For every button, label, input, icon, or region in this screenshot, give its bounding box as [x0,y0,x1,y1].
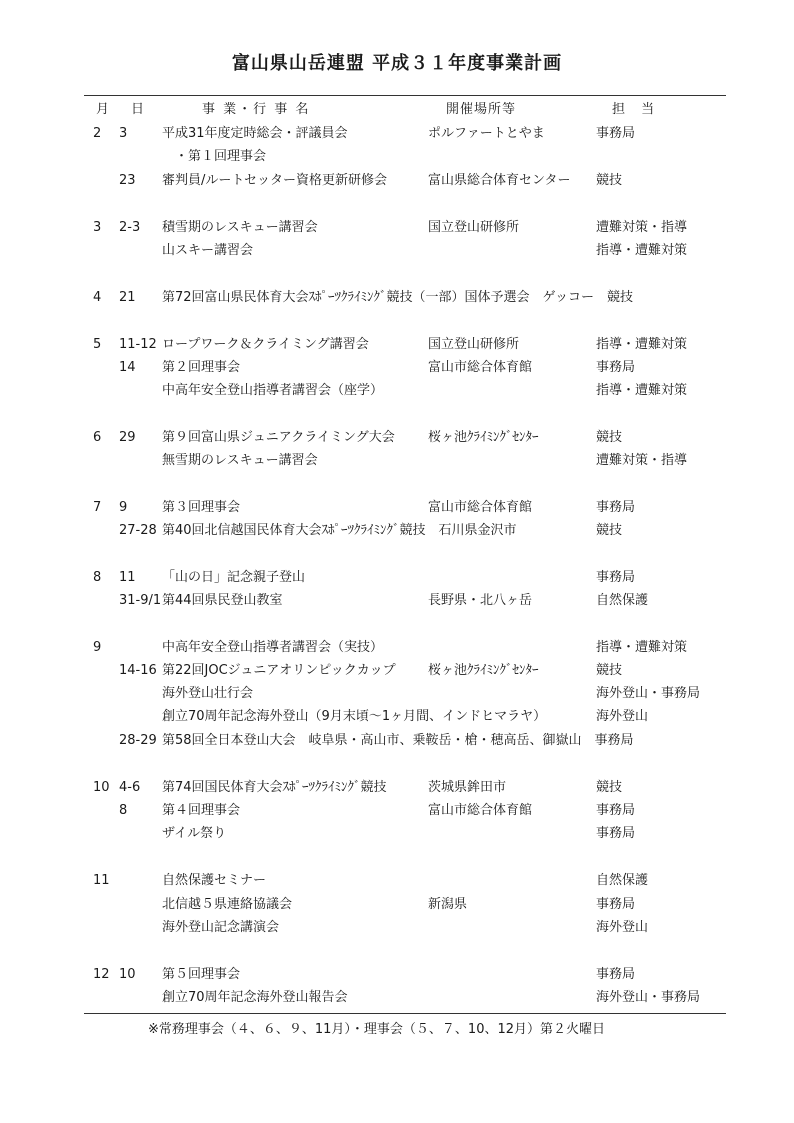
row-place: 桜ヶ池ｸﾗｲﾐﾝｸﾞｾﾝﾀｰ [428,430,539,445]
row-place: 国立登山研修所 [428,220,520,235]
row-charge: 事務局 [596,360,636,375]
table-row [0,335,794,357]
table-row [0,871,794,893]
row-place: 富山市総合体育館 [428,803,533,818]
row-day: 3 [119,126,128,141]
row-day: 29 [119,430,136,445]
row-charge: 事務局 [596,126,636,141]
row-charge: 自然保護 [596,593,649,608]
header-charge: 担 当 [612,102,661,117]
row-place: 長野県・北八ヶ岳 [428,593,533,608]
table-row [0,568,794,590]
row-event: 第74回国民体育大会ｽﾎﾟｰﾂｸﾗｲﾐﾝｸﾞ競技 [162,780,387,795]
row-charge: 海外登山・事務局 [596,990,701,1005]
row-charge: 事務局 [596,967,636,982]
row-charge: 海外登山 [596,920,649,935]
row-event: 「山の日」記念親子登山 [162,570,306,585]
row-charge: 指導・遭難対策 [596,640,688,655]
table-row [0,918,794,940]
header-event: 事 業・行 事 名 [202,102,311,117]
row-event: 山スキー講習会 [162,243,254,258]
row-event: 積雪期のレスキュー講習会 [162,220,318,235]
row-event: ザイル祭り [162,826,227,841]
table-row [0,661,794,683]
table-row [0,895,794,917]
table-row [0,778,794,800]
row-month: 9 [93,640,102,655]
row-charge: 事務局 [596,570,636,585]
table-row [0,241,794,263]
row-event: 第４回理事会 [162,803,241,818]
table-row [0,124,794,146]
row-month: 5 [93,337,102,352]
table-row [0,288,794,310]
table-row [0,381,794,403]
table-row [0,591,794,613]
row-event: 第72回富山県民体育大会ｽﾎﾟｰﾂｸﾗｲﾐﾝｸﾞ競技（一部）国体予選会 ゲッコー 競技 [162,290,634,305]
table-row [0,965,794,987]
table-row [0,988,794,1010]
row-charge: 遭難対策・指導 [596,220,688,235]
row-event: 海外登山記念講演会 [162,920,280,935]
row-place: 茨城県鉾田市 [428,780,507,795]
row-charge: 競技 [596,173,623,188]
row-event: 中高年安全登山指導者講習会（実技） [162,640,384,655]
row-event: ・第１回理事会 [162,149,267,164]
row-event: 第22回JOCジュニアオリンピックカップ [162,663,396,678]
row-day: 4-6 [119,780,141,795]
header-divider [84,95,726,96]
row-day: 27-28 [119,523,157,538]
table-row [0,824,794,846]
row-charge: 競技 [596,780,623,795]
row-day: 2-3 [119,220,141,235]
row-day: 11-12 [119,337,157,352]
header-place: 開催場所等 [446,102,517,117]
row-month: 4 [93,290,102,305]
row-charge: 指導・遭難対策 [596,383,688,398]
row-place: 富山市総合体育館 [428,360,533,375]
header-day: 日 [131,102,145,117]
row-charge: 事務局 [596,500,636,515]
row-place: 富山県総合体育センター [428,173,571,188]
row-event: 自然保護セミナー [162,873,267,888]
row-place: 桜ヶ池ｸﾗｲﾐﾝｸﾞｾﾝﾀｰ [428,663,539,678]
row-charge: 指導・遭難対策 [596,243,688,258]
row-place: 新潟県 [428,897,468,912]
table-row [0,147,794,169]
row-charge: 遭難対策・指導 [596,453,688,468]
row-day: 9 [119,500,128,515]
row-event: 審判員/ルートセッター資格更新研修会 [162,173,387,188]
row-month: 3 [93,220,102,235]
row-event: 創立70周年記念海外登山（9月末頃～1ヶ月間、インドヒマラヤ） [162,709,547,724]
row-event: 第９回富山県ジュニアクライミング大会 [162,430,395,445]
row-event: 海外登山壮行会 [162,686,254,701]
table-row [0,498,794,520]
row-day: 31-9/1 [119,593,162,608]
row-day: 14 [119,360,136,375]
table-row [0,801,794,823]
row-day: 10 [119,967,136,982]
row-day: 28-29 [119,733,157,748]
row-place: 富山市総合体育館 [428,500,533,515]
header-month: 月 [96,102,110,117]
page-title: 富山県山岳連盟 平成３１年度事業計画 [231,53,563,74]
table-bottom-divider [84,1013,726,1014]
row-event: 第40回北信越国民体育大会ｽﾎﾟｰﾂｸﾗｲﾐﾝｸﾞ競技 石川県金沢市 [162,523,517,538]
row-month: 10 [93,780,110,795]
row-month: 2 [93,126,102,141]
row-charge: 自然保護 [596,873,649,888]
row-day: 11 [119,570,136,585]
row-charge: 海外登山 [596,709,649,724]
row-event: 第44回県民登山教室 [162,593,283,608]
row-charge: 競技 [596,663,623,678]
table-row [0,731,794,753]
row-charge: 事務局 [596,826,636,841]
row-event: ロープワーク＆クライミング講習会 [162,337,369,352]
row-event: 第58回全日本登山大会 岐阜県・高山市、乗鞍岳・槍・穂高岳、御嶽山 事務局 [162,733,634,748]
row-event: 平成31年度定時総会・評議員会 [162,126,348,141]
row-charge: 事務局 [596,897,636,912]
row-place: 国立登山研修所 [428,337,520,352]
table-row [0,358,794,380]
row-day: 23 [119,173,136,188]
row-charge: 海外登山・事務局 [596,686,701,701]
table-row [0,218,794,240]
row-event: 創立70周年記念海外登山報告会 [162,990,348,1005]
table-row [0,638,794,660]
row-event: 第５回理事会 [162,967,241,982]
row-month: 6 [93,430,102,445]
table-row [0,451,794,473]
row-day: 21 [119,290,136,305]
table-row [0,707,794,729]
row-charge: 競技 [596,430,623,445]
row-event: 第２回理事会 [162,360,241,375]
row-month: 11 [93,873,110,888]
table-header [0,100,794,122]
row-month: 8 [93,570,102,585]
row-day: 8 [119,803,128,818]
row-event: 第３回理事会 [162,500,241,515]
row-place: ポルファートとやま [428,126,545,141]
row-charge: 指導・遭難対策 [596,337,688,352]
table-row [0,428,794,450]
row-day: 14-16 [119,663,157,678]
row-event: 北信越５県連絡協議会 [162,897,293,912]
row-charge: 競技 [596,523,623,538]
row-month: 7 [93,500,102,515]
row-event: 無雪期のレスキュー講習会 [162,453,318,468]
table-row [0,171,794,193]
row-event: 中高年安全登山指導者講習会（座学） [162,383,384,398]
table-row [0,521,794,543]
table-row [0,684,794,706]
row-month: 12 [93,967,110,982]
footnote: ※常務理事会（４、６、９、11月）・理事会（５、７、10、12月）第２火曜日 [148,1022,606,1037]
row-charge: 事務局 [596,803,636,818]
